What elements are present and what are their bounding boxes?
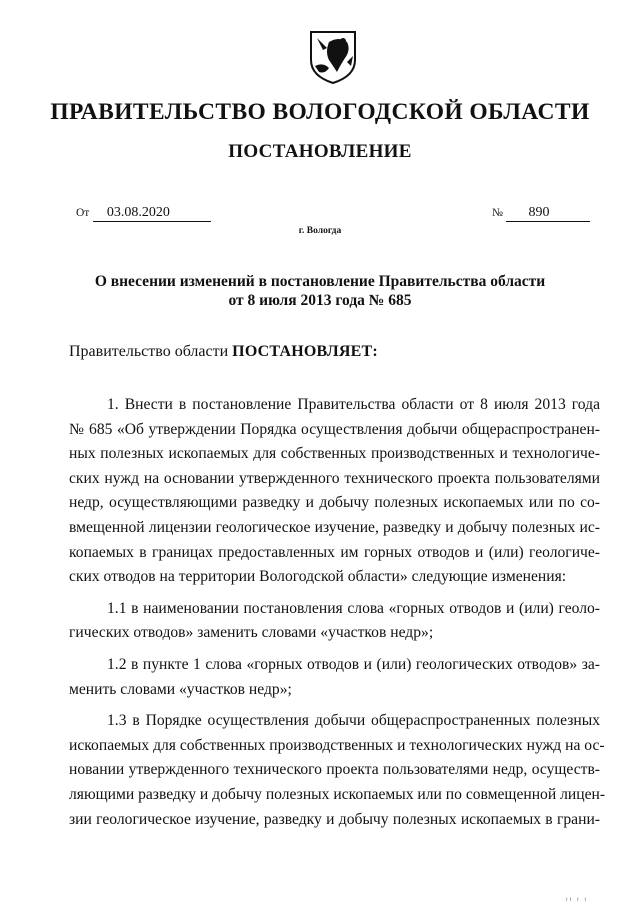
text-line: ных полезных ископаемых для собственных производственных и технологиче- xyxy=(69,445,600,463)
city-label: г. Вологда xyxy=(298,226,342,236)
date-value: 03.08.2020 xyxy=(93,205,211,222)
text-line: 1.2 в пункте 1 слова «горных отводов и (или) геологических отводов» за- xyxy=(107,655,600,673)
text-line: ляющими разведку и добычу полезных ископаемых или по совмещенной лицен- xyxy=(69,785,606,803)
preamble xyxy=(69,343,378,361)
scan-mark: ıı ı ı xyxy=(566,897,589,903)
text-line: недр, осуществляющими разведку и добычу полезных ископаемых или по со- xyxy=(69,494,600,512)
date-label: От xyxy=(76,207,90,219)
text-line: 1. Внести в постановление Правительства области от 8 июля 2013 года xyxy=(107,396,600,413)
text-line: ских отводов на территории Вологодской области» следующие изменения: xyxy=(69,568,567,586)
text-line: ских нужд на основании утвержденного технического проекта пользователями xyxy=(69,469,600,487)
subject-line: от 8 июля 2013 года № 685 xyxy=(228,292,412,309)
number-label: № xyxy=(492,207,503,219)
number-value: 890 xyxy=(506,205,590,222)
text-line: менить словами «участков недр»; xyxy=(69,680,292,698)
preamble-verb: ПОСТАНОВЛЯЕТ: xyxy=(232,343,378,360)
date-field xyxy=(76,205,211,222)
preamble-text: Правительство области xyxy=(69,343,233,360)
document-body xyxy=(69,393,606,832)
text-line: № 685 «Об утверждении Порядка осуществления добычи общераспространен- xyxy=(69,420,600,438)
number-field xyxy=(492,205,590,222)
text-line: копаемых в границах предоставленных им горных отводов и (или) геологиче- xyxy=(69,543,600,561)
document-type: ПОСТАНОВЛЕНИЕ xyxy=(228,141,412,162)
vologda-coat-of-arms-icon xyxy=(303,26,363,86)
government-title: ПРАВИТЕЛЬСТВО ВОЛОГОДСКОЙ ОБЛАСТИ xyxy=(50,99,590,125)
text-line: новании утвержденного технического проекта пользователями недр, осуществ- xyxy=(69,761,600,779)
text-line: 1.3 в Порядке осуществления добычи общераспространенных полезных xyxy=(107,712,600,730)
text-line: вмещенной лицензии геологическое изучение, разведку и добычу полезных ис- xyxy=(69,518,600,536)
text-line: зии геологическое изучение, разведку и добычу полезных ископаемых в грани- xyxy=(69,810,600,828)
text-line: 1.1 в наименовании постановления слова «горных отводов и (или) геоло- xyxy=(107,599,600,617)
text-line: ископаемых для собственных производственных и технологических нужд на ос- xyxy=(69,736,605,754)
document-subject xyxy=(60,272,580,310)
subject-line: О внесении изменений в постановление Правительства области xyxy=(94,273,546,290)
text-line: гических отводов» заменить словами «участков недр»; xyxy=(69,624,434,642)
